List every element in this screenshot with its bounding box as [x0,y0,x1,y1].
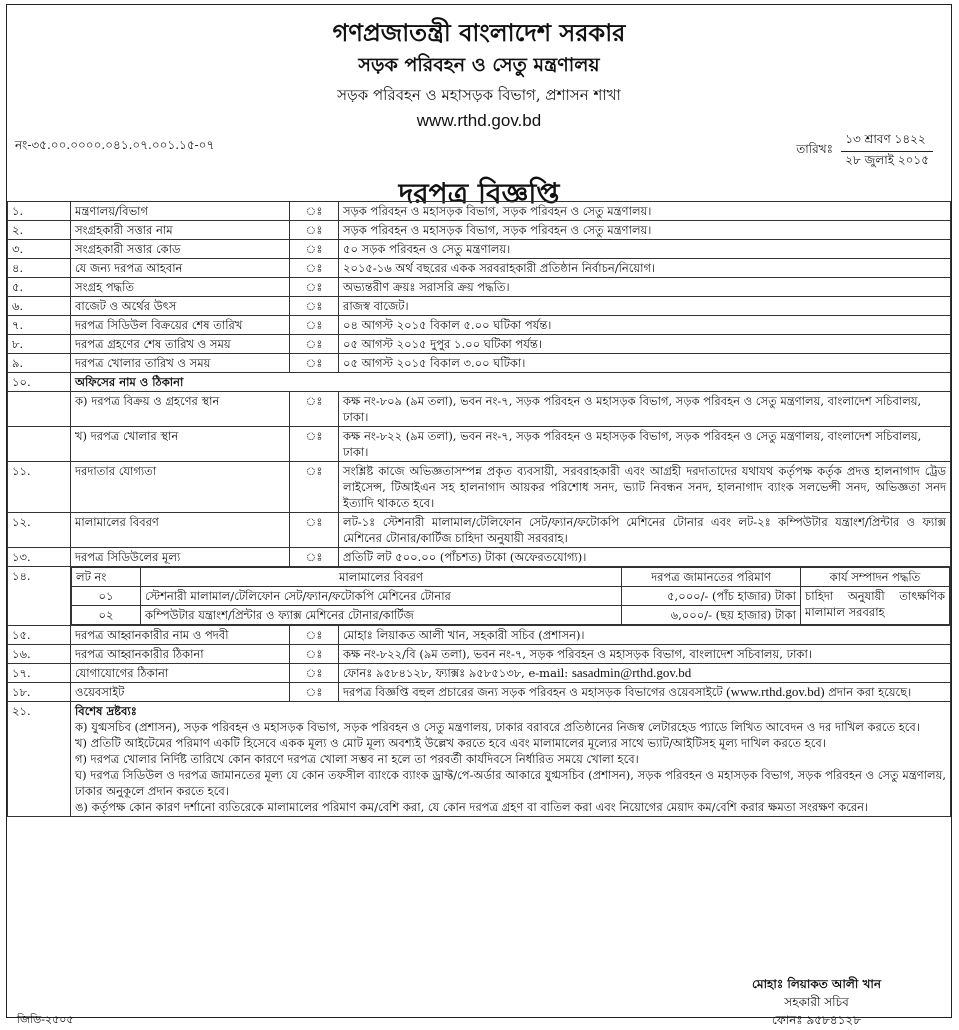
table-row [8,240,951,259]
date-block [796,131,933,172]
row-number-blank [8,427,71,462]
note-item: খ) প্রতিটি আইটেমের পরিমাণ একটি হিসেবে একক মূল্য ও মোট মূল্য অবশ্যই উল্লেখ করতে হবে এবং মালামালের মূল্যের সাথে ভ্যাট/আইটিসহ মূল্য দাখিল করতে হবে। [75,736,826,750]
row-colon: ঃ [290,664,339,683]
office-heading: অফিসের নাম ও ঠিকানা [71,373,951,392]
lot-table-cell [71,567,951,626]
row-number: ১১. [8,462,71,513]
lot-security: ৬,০০০/- (ছয় হাজার) টাকা [622,606,801,625]
row-label: দরপত্র আহ্বানকারীর নাম ও পদবী [71,626,290,645]
row-label: ওয়েবসাইট [71,683,290,702]
reference-row [7,131,951,175]
lot-description: কম্পিউটার যন্ত্রাংশ/প্রিন্টার ও ফ্যাক্স মেশিনের টোনার/কার্টিজ [141,606,622,625]
row-number: ৯. [8,354,71,373]
row-number: ১০. [8,373,71,392]
row-number: ৮. [8,335,71,354]
table-row [8,221,951,240]
table-row [8,278,951,297]
signatory-name: মোহাঃ লিয়াকত আলী খান [752,977,881,991]
row-colon: ঃ [290,392,339,427]
row-value: ৫০ সড়ক পরিবহন ও সেতু মন্ত্রণালয়। [339,240,951,259]
special-notes [71,702,951,817]
row-colon: ঃ [290,683,339,702]
row-value: সংশ্লিষ্ট কাজে অভিজ্ঞতাসম্পন্ন প্রকৃত ব্যবসায়ী, সরবরাহকারী এবং আগ্রহী দরদাতাদের যথাযথ কর্তৃপক্ষ কর্তৃক প্রদত্ত হালনাগাদ ট্রেড লাইসেন্স, টিআইএন সহ হালনাগাদ আয়কর পরিশোধ সনদ, ভ্যাট নিবন্ধন সনদ, হালনাগাদ ব্যাংক সলভেন্সী সনদ, অভিজ্ঞতা সনদ ইত্যাদি থাকতে হবে। [339,462,951,513]
lot-header-lot: লট নং [72,568,141,587]
note-item: ক) যুগ্মসচিব (প্রশাসন), সড়ক পরিবহন ও মহাসড়ক বিভাগ, সড়ক পরিবহন ও সেতু মন্ত্রণালয়, ঢাকার বরাবরে প্রতিষ্ঠানের নিজস্ব লেটারহেড প্যাডে লিখিত আবেদন ও দর দাখিল করতে হবে। [75,720,920,734]
row-colon: ঃ [290,427,339,462]
table-row [8,297,951,316]
row-number: ১২. [8,513,71,548]
row-number: ৭. [8,316,71,335]
lot-header-method: কার্য সম্পাদন পদ্ধতি [801,568,950,587]
row-colon: ঃ [290,626,339,645]
row-colon: ঃ [290,645,339,664]
row-number: ১৫. [8,626,71,645]
date-label: তারিখঃ [796,142,833,156]
row-colon: ঃ [290,221,339,240]
signatory-phone: ফোনঃ ৯৫৮৪১২৮ [772,1013,862,1027]
row-number: ৬. [8,297,71,316]
table-row [8,645,951,664]
ministry-name: সড়ক পরিবহন ও সেতু মন্ত্রণালয় [358,54,600,76]
note-item: ঙ) কর্তৃপক্ষ কোন কারণ দর্শানো ব্যতিরেকে মালামালের পরিমাণ কম/বেশি করা, যে কোন দরপত্র গ্রহণ বা বাতিল করা এবং নিয়োগের মেয়াদ কম/বেশি করার ক্ষমতা সংরক্ষণ করেন। [75,800,869,814]
table-row [8,335,951,354]
row-value: প্রতিটি লট ৫০০.০০ (পাঁচশত) টাকা (অফেরতযোগ্য)। [339,548,951,567]
lot-number: ০১ [72,587,141,606]
gd-number: জিডি-২৫০৫ [17,1013,74,1026]
table-row [8,683,951,702]
row-number: ১৮. [8,683,71,702]
row-label: দরপত্র সিডিউল বিক্রয়ের শেষ তারিখ [71,316,290,335]
row-number: ১৭. [8,664,71,683]
table-row [8,513,951,548]
row-label: দরদাতার যোগ্যতা [71,462,290,513]
tender-notice-page [6,4,952,1027]
lot-header-security: দরপত্র জামানতের পরিমাণ [622,568,801,587]
contact-phone-fax: ফোনঃ ৯৫৮৪১২৮, ফ্যাক্সঃ ৯৫৮৫১৩৮, e-mail: [343,666,572,680]
row-value: মোহাঃ লিয়াকত আলী খান, সহকারী সচিব (প্রশাসন)। [339,626,951,645]
row-value: কক্ষ নং-৮০৯ (৯ম তলা), ভবন নং-৭, সড়ক পরিবহন ও মহাসড়ক বিভাগ, সড়ক পরিবহন ও সেতু মন্ত্রণালয়, বাংলাদেশ সচিবালয়, ঢাকা। [339,392,951,427]
row-value: লট-১ঃ স্টেশনারী মালামাল/টেলিফোন সেট/ফ্যান/ফটোকপি মেশিনের টোনার এবং লট-২ঃ কম্পিউটার যন্ত্রাংশ/প্রিন্টার ও ফ্যাক্স মেশিনের টোনার/কার্টিজ চাহিদা অনুযায়ী সরবরাহ। [339,513,951,548]
row-value: রাজস্ব বাজেট। [339,297,951,316]
government-name: গণপ্রজাতন্ত্রী বাংলাদেশ সরকার [332,19,626,47]
note-item: গ) দরপত্র খোলার নির্দিষ্ট তারিখে কোন কারণে দরপত্র খোলা সম্ভব না হলে তা পরবর্তী কার্যদিবসে নির্ধারিত সময়ে খোলা হবে। [75,752,639,766]
row-label: সংগ্রহকারী সত্তার কোড [71,240,290,259]
notice-title: দরপত্র বিজ্ঞপ্তি [398,177,560,210]
row-colon: ঃ [290,278,339,297]
row-label: সংগ্রহকারী সত্তার নাম [71,221,290,240]
table-row [8,567,951,626]
row-number: ৫. [8,278,71,297]
row-label: দরপত্র সিডিউলের মূল্য [71,548,290,567]
row-label: খ) দরপত্র খোলার স্থান [71,427,290,462]
row-colon: ঃ [290,354,339,373]
row-number: ১৪. [8,567,71,626]
row-label: বাজেট ও অর্থের উৎস [71,297,290,316]
website-link[interactable]: www.rthd.gov.bd [416,111,542,130]
row-number: ১. [8,202,71,221]
lot-number: ০২ [72,606,141,625]
row-value: সড়ক পরিবহন ও মহাসড়ক বিভাগ, সড়ক পরিবহন ও সেতু মন্ত্রণালয়। [339,202,951,221]
date-bangla: ১৩ শ্রাবণ ১৪২২ [841,131,933,152]
row-colon: ঃ [290,297,339,316]
note-item: ঘ) দরপত্র সিডিউল ও দরপত্র জামানতের মূল্য যে কোন তফসীল ব্যাংকে ব্যাংক ড্রাফ্ট/পে-অর্ডার আকারে যুগ্মসচিব (প্রশাসন), সড়ক পরিবহন ও মহাসড়ক বিভাগ, সড়ক পরিবহন ও সেতু মন্ত্রণালয়, ঢাকার অনুকূলে প্রদান করতে হবে। [75,768,946,798]
row-colon: ঃ [290,548,339,567]
row-colon: ঃ [290,259,339,278]
row-colon: ঃ [290,202,339,221]
lot-security: ৫,০০০/- (পাঁচ হাজার) টাকা [622,587,801,606]
row-value: ০৫ আগস্ট ২০১৫ দুপুর ১.০০ ঘটিকা পর্যন্ত। [339,335,951,354]
row-label: দরপত্র গ্রহণের শেষ তারিখ ও সময় [71,335,290,354]
row-value: ২০১৫-১৬ অর্থ বছরের একক সরবরাহকারী প্রতিষ্ঠান নির্বাচন/নিয়োগ। [339,259,951,278]
table-row [8,202,951,221]
row-colon: ঃ [290,335,339,354]
table-row [8,427,951,462]
special-notes-heading: বিশেষ দ্রষ্টব্যঃ [75,704,137,718]
row-label: মন্ত্রণালয়/বিভাগ [71,202,290,221]
lot-description: স্টেশনারী মালামাল/টেলিফোন সেট/ফ্যান/ফটোকপি মেশিনের টোনার [141,587,622,606]
lot-method: চাহিদা অনুযায়ী তাৎক্ষণিক মালামাল সরবরাহ [801,587,950,625]
row-value: কক্ষ নং-৮২২/বি (৯ম তলা), ভবন নং-৭, সড়ক পরিবহন ও মহাসড়ক বিভাগ, বাংলাদেশ সচিবালয়, ঢাকা। [339,645,951,664]
row-label: যোগাযোগের ঠিকানা [71,664,290,683]
row-label: সংগ্রহ পদ্ধতি [71,278,290,297]
contact-email-link[interactable]: sasadmin@rthd.gov.bd [571,665,692,680]
table-row [8,664,951,683]
row-label: ক) দরপত্র বিক্রয় ও গ্রহণের স্থান [71,392,290,427]
row-value: ০৪ আগস্ট ২০১৫ বিকাল ৫.০০ ঘটিকা পর্যন্ত। [339,316,951,335]
row-number-blank [8,392,71,427]
row-value: ০৫ আগস্ট ২০১৫ বিকাল ৩.০০ ঘটিকা। [339,354,951,373]
memo-number: নং-৩৫.০০.০০০০.০৪১.০৭.০০১.১৫-০৭ [15,138,215,152]
row-number: ১৩. [8,548,71,567]
website-text-tail: প্রদান করা হয়েছে। [824,685,912,699]
row-number: ২১. [8,702,71,817]
table-row [8,316,951,335]
lot-table [71,567,950,625]
row-value [339,664,951,683]
row-label: মালামালের বিবরণ [71,513,290,548]
division-name: সড়ক পরিবহন ও মহাসড়ক বিভাগ, প্রশাসন শাখা [337,86,621,104]
row-colon: ঃ [290,462,339,513]
row-value: সড়ক পরিবহন ও মহাসড়ক বিভাগ, সড়ক পরিবহন ও সেতু মন্ত্রণালয়। [339,221,951,240]
tender-table [7,201,951,817]
lot-header-row [72,568,950,587]
signatory-designation: সহকারী সচিব [784,995,849,1009]
table-row [8,462,951,513]
table-row [8,702,951,817]
table-row [8,392,951,427]
website-url-link[interactable]: (www.rthd.gov.bd) [726,684,825,699]
row-value [339,683,951,702]
website-text: দরপত্র বিজ্ঞপ্তি বহুল প্রচারের জন্য সড়ক পরিবহন ও মহাসড়ক বিভাগের ওয়েবসাইটে [343,685,727,699]
lot-row [72,587,950,606]
row-colon: ঃ [290,513,339,548]
date-english: ২৮ জুলাই ২০১৫ [845,153,929,167]
lot-header-desc: মালামালের বিবরণ [141,568,622,587]
row-value: কক্ষ নং-৮২২ (৯ম তলা), ভবন নং-৭, সড়ক পরিবহন ও মহাসড়ক বিভাগ, সড়ক পরিবহন ও সেতু মন্ত্রণালয়, বাংলাদেশ সচিবালয়, ঢাকা। [339,427,951,462]
row-colon: ঃ [290,316,339,335]
row-colon: ঃ [290,240,339,259]
row-number: ৪. [8,259,71,278]
table-row [8,373,951,392]
letterhead [7,19,951,131]
signature-block [752,975,881,1029]
row-number: ১৬. [8,645,71,664]
row-number: ২. [8,221,71,240]
row-label: দরপত্র আহ্বানকারীর ঠিকানা [71,645,290,664]
table-row [8,548,951,567]
row-value: অভ্যন্তরীণ ক্রয়ঃ সরাসরি ক্রয় পদ্ধতি। [339,278,951,297]
row-number: ৩. [8,240,71,259]
table-row [8,259,951,278]
table-row [8,354,951,373]
table-row [8,626,951,645]
row-label: যে জন্য দরপত্র আহবান [71,259,290,278]
row-label: দরপত্র খোলার তারিখ ও সময় [71,354,290,373]
